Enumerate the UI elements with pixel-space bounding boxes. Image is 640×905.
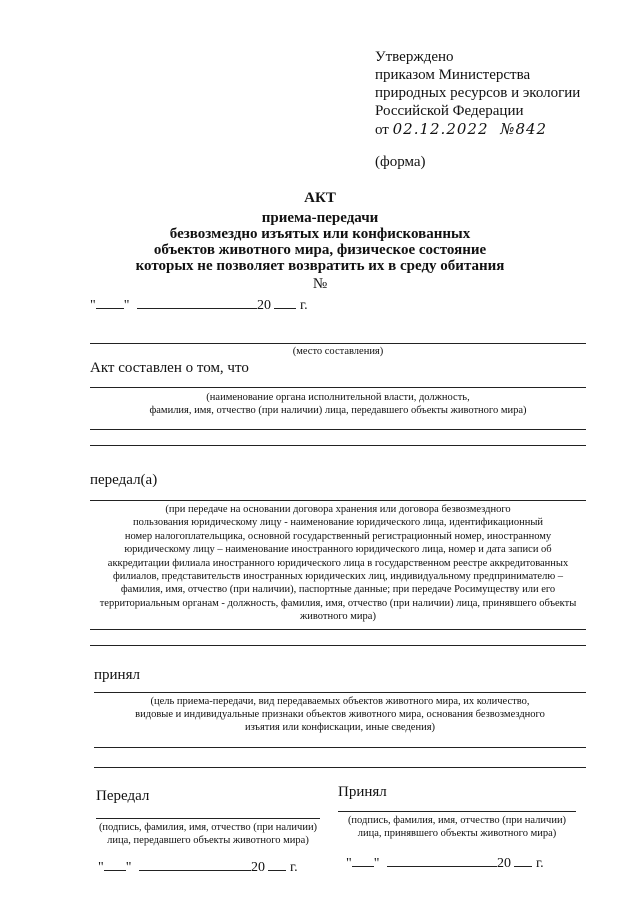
purpose-line[interactable] xyxy=(94,692,586,693)
approval-block xyxy=(375,48,580,171)
blank-line[interactable] xyxy=(90,629,586,630)
approval-date-prefix: от xyxy=(375,122,389,138)
form-label: (форма) xyxy=(375,154,426,170)
blank-line[interactable] xyxy=(90,445,586,446)
quote-open: " xyxy=(90,298,96,313)
year-prefix: 20 xyxy=(256,298,271,313)
approval-line: Утверждено xyxy=(375,49,454,65)
blank-line[interactable] xyxy=(90,645,586,646)
transferor-signature-label: Передал xyxy=(96,788,150,804)
transferor-date-field[interactable]: " " 20 г. xyxy=(98,860,298,875)
month-blank[interactable] xyxy=(137,296,257,309)
blank-line[interactable] xyxy=(94,767,586,768)
transferor-signature-caption: (подпись, фамилия, имя, отчество (при наличии) лица, передавшего объекты животного мира) xyxy=(98,822,318,846)
year-blank[interactable] xyxy=(274,296,296,309)
quote-close: " xyxy=(123,298,130,313)
recipient-date-field[interactable]: " " 20 г. xyxy=(346,856,544,871)
month-blank[interactable] xyxy=(387,854,497,867)
month-blank[interactable] xyxy=(139,858,251,871)
recipient-signature-label: Принял xyxy=(338,784,387,800)
recipient-signature-line[interactable] xyxy=(338,811,576,812)
act-subtitle: которых не позволяет возвратить их в среду обитания xyxy=(135,258,505,274)
day-blank[interactable] xyxy=(104,858,126,871)
recipient-caption: (при передаче на основании договора хранения или договора безвозмездного пользования юридическому лицу - наименование юридического лица, идентификационный номер налогоплательщика, основной государственный регистрационный номер, иностранному юридическому лицу – наименование иностранного юридического лица, номер и дата записи об аккредитации филиала иностранного юридического лица в государственном реестре аккредитованных филиалов, представительств иностранных юридических лиц, индивидуальному предпринимателю – фамилия, имя, отчество (при наличии), паспортные данные; при передаче Росимуществу или его территориальным органам - должность, фамилия, имя, отчество (при наличии) лица, принявшего объекты животного мира) xyxy=(99,504,577,623)
act-title: АКТ xyxy=(304,190,336,206)
approval-number-handwritten: №842 xyxy=(500,120,548,138)
act-date-field[interactable] xyxy=(90,296,308,314)
approval-date-line xyxy=(375,120,580,139)
transferor-signature-line[interactable] xyxy=(96,818,320,819)
act-subtitle: приема-передачи xyxy=(261,210,379,226)
year-suffix: г. xyxy=(299,298,308,313)
place-caption: (место составления) xyxy=(292,346,384,357)
intro-text: Акт составлен о том, что xyxy=(90,360,249,376)
place-line[interactable] xyxy=(90,343,586,344)
blank-line[interactable] xyxy=(90,429,586,430)
act-number-sign: № xyxy=(312,276,328,292)
approval-line: Российской Федерации xyxy=(375,103,524,119)
approval-line: природных ресурсов и экологии xyxy=(375,85,581,101)
act-subtitle: безвозмездно изъятых или конфискованных xyxy=(169,226,471,242)
purpose-caption: (цель приема-передачи, вид передаваемых объектов животного мира, их количество, видовые и индивидуальные признаки объектов животного мира, основания безвозмездного изъятия или конфискации, иные сведения) xyxy=(135,696,545,733)
blank-line[interactable] xyxy=(94,747,586,748)
year-blank[interactable] xyxy=(514,854,532,867)
recipient-signature-caption: (подпись, фамилия, имя, отчество (при наличии) лица, принявшего объекты животного мира) xyxy=(347,815,567,839)
transferor-caption: (наименование органа исполнительной власти, должность, фамилия, имя, отчество (при наличии) лица, передавшего объекты животного мира) xyxy=(149,392,527,416)
received-label: принял xyxy=(94,667,140,683)
approval-line: приказом Министерства xyxy=(375,67,531,83)
approval-date-handwritten: 02.12.2022 xyxy=(392,120,489,138)
year-blank[interactable] xyxy=(268,858,286,871)
recipient-line[interactable] xyxy=(90,500,586,501)
day-blank[interactable] xyxy=(96,296,124,309)
day-blank[interactable] xyxy=(352,854,374,867)
transferor-line[interactable] xyxy=(90,387,586,388)
act-subtitle: объектов животного мира, физическое состояние xyxy=(153,242,487,258)
transferred-label: передал(а) xyxy=(90,472,158,488)
